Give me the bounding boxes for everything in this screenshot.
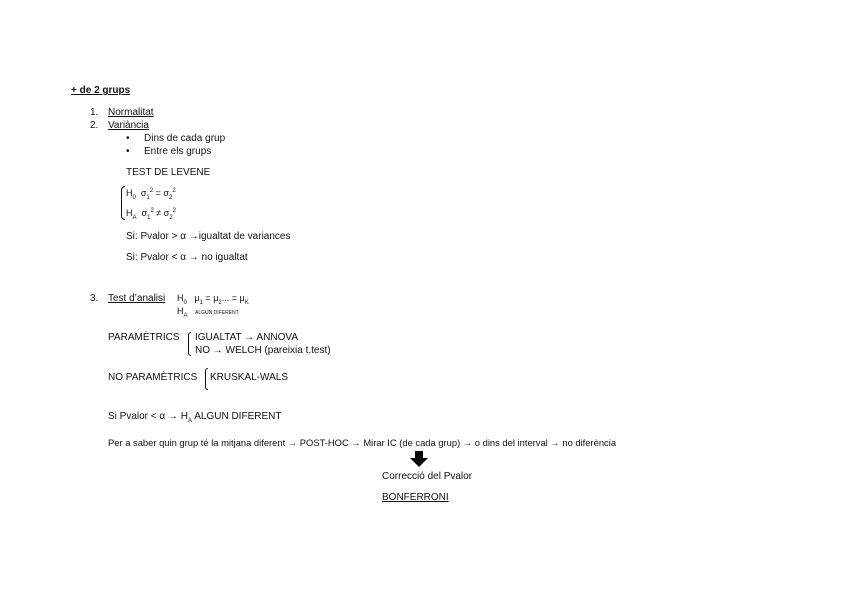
levene-ha: [126, 208, 177, 221]
bullet-symbol: •: [126, 146, 130, 157]
sigma-symbol: σ: [141, 208, 148, 218]
list-number-3: 3.: [90, 293, 99, 304]
arrow-down-icon: [410, 451, 428, 467]
sigma-symbol: σ: [140, 188, 147, 198]
levene-title: TEST DE LEVENE: [126, 167, 211, 178]
mu-symbol: μ: [213, 293, 219, 303]
sigma-subscript: 2: [168, 194, 173, 201]
mu-symbol: μ: [239, 293, 245, 303]
sigma-symbol: σ: [163, 208, 170, 218]
equals-symbol: =: [205, 293, 211, 303]
section-heading: + de 2 grups: [71, 85, 131, 96]
mu-subscript: 2: [218, 299, 222, 306]
noparametrics-kruskal: KRUSKAL-WALS: [210, 372, 288, 383]
noparametrics-label: NO PARAMÈTRICS: [108, 372, 198, 383]
levene-h0: [126, 188, 176, 201]
levene-si-greater: Si: Pvalor > α →igualtat de variances: [126, 231, 291, 242]
per-saber-line: Per a saber quin grup té la mitjana diferent → POST-HOC → Mirar IC (de cada grup) → o dins del interval → no diferència: [108, 437, 617, 448]
parametrics-label: PARAMÈTRICS: [108, 332, 180, 343]
ellipsis-equals: ... =: [221, 293, 237, 303]
h-symbol: H: [177, 306, 184, 316]
bullet-item-entre: Entre els grups: [144, 146, 212, 157]
list-item-test-analisi: Test d’analisi: [108, 293, 166, 304]
list-item-normalitat: Normalitat: [108, 107, 154, 118]
noparametrics-brace: [205, 368, 208, 390]
h-subscript: A: [132, 214, 137, 221]
test-ha: [177, 306, 239, 319]
h-subscript: A: [183, 312, 188, 319]
levene-brace: [121, 186, 125, 220]
h-symbol: H: [126, 208, 133, 218]
sigma-subscript: 1: [147, 214, 151, 221]
bonferroni-label: BONFERRONI: [382, 492, 449, 503]
h-subscript: 0: [183, 299, 187, 306]
sigma-symbol: σ: [163, 188, 169, 198]
sigma-superscript: 2: [149, 188, 154, 194]
sigma-superscript: 2: [172, 188, 176, 194]
h-symbol: H: [177, 293, 184, 303]
equals-symbol: =: [155, 188, 161, 198]
h-subscript: A: [187, 418, 192, 424]
mu-symbol: μ: [194, 293, 200, 303]
sigma-superscript: 2: [150, 208, 154, 214]
bullet-symbol: •: [126, 133, 130, 144]
list-number-2: 2.: [90, 120, 99, 131]
parametrics-welch: NO → WELCH (pareixia t.test): [195, 345, 331, 356]
list-number-1: 1.: [90, 107, 99, 118]
si-pvalor-pre: Si Pvalor < α → H: [108, 411, 188, 422]
list-item-variancia: Variància: [108, 120, 149, 131]
si-pvalor-line: [108, 412, 281, 422]
bullet-item-dins: Dins de cada grup: [144, 133, 226, 144]
h-subscript: 0: [132, 194, 136, 201]
levene-si-less: Si: Pvalor < α → no igualtat: [126, 252, 248, 263]
sigma-subscript: 2: [169, 214, 173, 221]
sigma-superscript: 2: [172, 208, 177, 214]
algun-diferent-tiny: ALGUN DIFERENT: [195, 310, 239, 316]
mu-subscript: K: [244, 299, 249, 306]
parametrics-igualtat: IGUALTAT → ANNOVA: [195, 332, 298, 343]
sigma-subscript: 1: [146, 194, 150, 201]
parametrics-brace: [188, 332, 191, 356]
not-equal-symbol: ≠: [156, 208, 162, 218]
mu-subscript: 1: [199, 299, 203, 306]
si-pvalor-post: ALGUN DIFERENT: [192, 411, 282, 422]
h-symbol: H: [126, 188, 133, 198]
correccio-pvalor: Correcció del Pvalor: [382, 471, 473, 482]
test-h0: [177, 293, 249, 306]
